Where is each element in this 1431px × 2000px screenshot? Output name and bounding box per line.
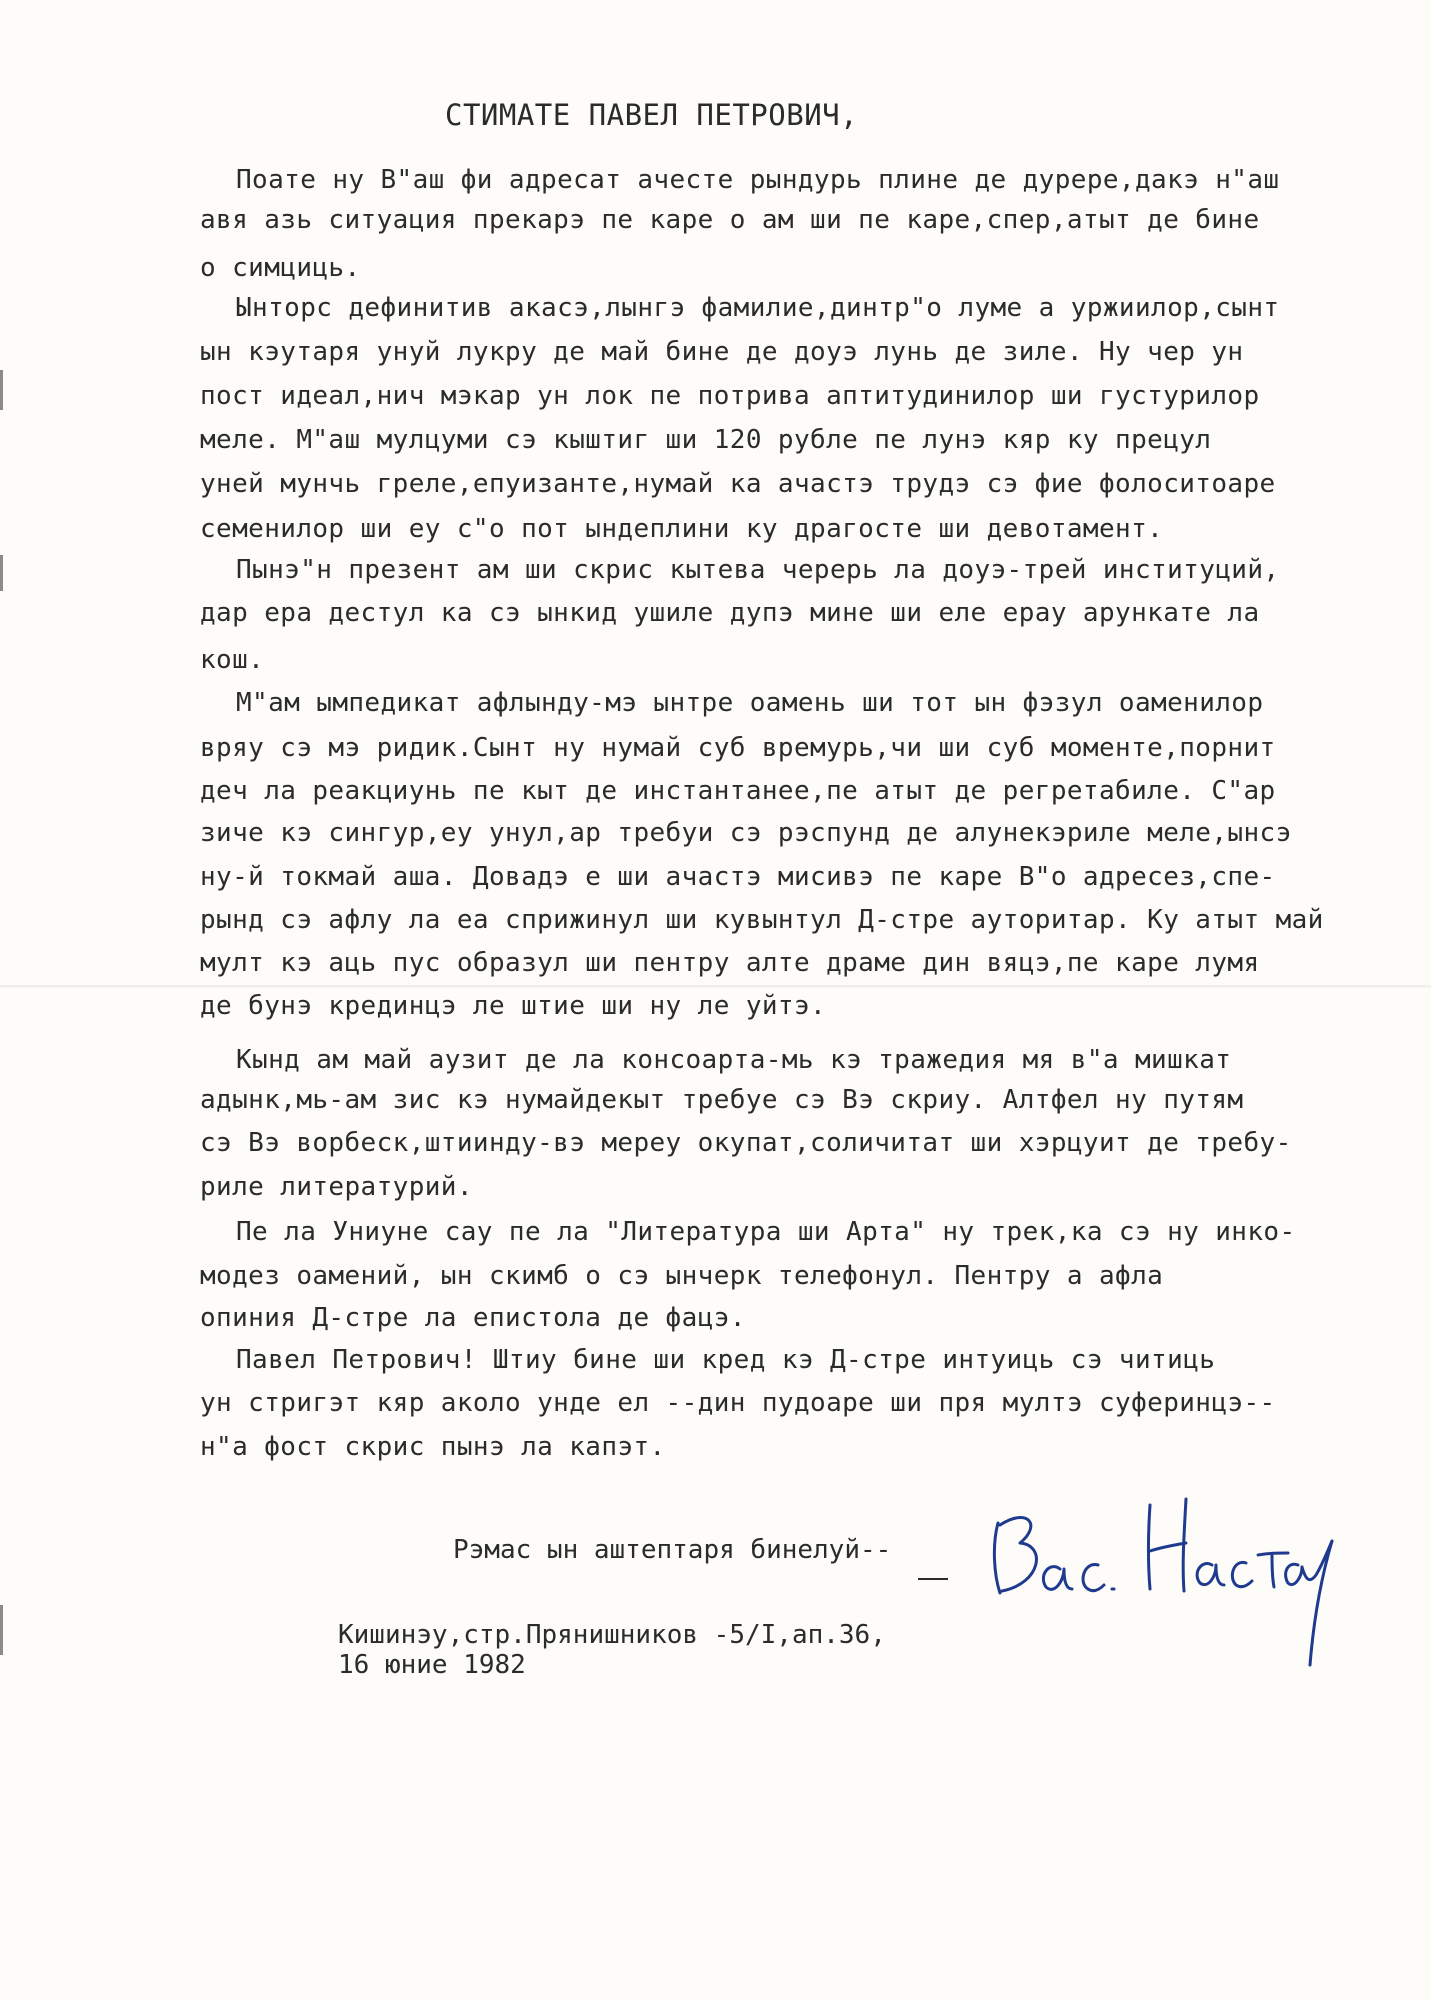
text-line: меле. М"аш мулцуми сэ кыштиг ши 120 рубле пе лунэ кяр ку прецул	[200, 425, 1212, 455]
closing-line: Рэмас ын аштептаря бинелуй--	[453, 1535, 892, 1565]
text-line: дар ера дестул ка сэ ынкид ушиле дупэ мине ши еле ерау арункате ла	[200, 598, 1260, 628]
text-line: адынк,мь-ам зис кэ нумайдекыт требуе сэ Вэ скриу. Алтфел ну путям	[200, 1085, 1244, 1115]
text-line: зиче кэ сингур,еу унул,ар требуи сэ рэспунд де алунекэриле меле,ынсэ	[200, 818, 1292, 848]
text-line: де бунэ крединцэ ле штие ши ну ле уйтэ.	[200, 991, 827, 1021]
text-line: мулт кэ аць пус образул ши пентру алте драме дин вяцэ,пе каре лумя	[200, 948, 1260, 978]
text-line: Павел Петрович! Штиу бине ши кред кэ Д-стре интуиць сэ читиць	[236, 1345, 1216, 1375]
text-line: авя азь ситуация прекарэ пе каре о ам ши пе каре,спер,атыт де бине	[200, 205, 1260, 235]
text-line: ын кэутаря унуй лукру де май бине де доуэ лунь де зиле. Ну чер ун	[200, 337, 1244, 367]
text-line: Ынторс дефинитив акасэ,лынгэ фамилие,динтр"о луме а уржиилор,сынт	[236, 293, 1280, 323]
text-line: Пе ла Униуне сау пе ла "Литература ши Арта" ну трек,ка сэ ну инко-	[236, 1217, 1296, 1247]
text-line: модез оамений, ын скимб о сэ ынчерк телефонул. Пентру а афла	[200, 1261, 1164, 1291]
edge-mark	[0, 1605, 3, 1655]
text-line: Пынэ"н презент ам ши скрис кытева черерь ла доуэ-трей институций,	[236, 555, 1280, 585]
salutation: СТИМАТЕ ПАВЕЛ ПЕТРОВИЧ,	[445, 98, 859, 132]
text-line: рынд сэ афлу ла еа сприжинул ши кувынтул Д-стре ауторитар. Ку атыт май	[200, 905, 1324, 935]
closing-dash	[918, 1578, 948, 1580]
text-line: о симциць.	[200, 253, 361, 283]
text-line: уней мунчь греле,епуизанте,нумай ка ачастэ трудэ сэ фие фолоситоаре	[200, 469, 1276, 499]
sender-address: Кишинэу,стр.Прянишников -5/I,ап.36,	[338, 1620, 886, 1650]
letter-date: 16 юние 1982	[338, 1650, 526, 1680]
handwritten-signature	[980, 1465, 1340, 1670]
text-line: Поате ну В"аш фи адресат ачесте рындурь плине де дурере,дакэ н"аш	[236, 165, 1280, 195]
text-line: Кынд ам май аузит де ла консоарта-мь кэ тражедия мя в"а мишкат	[236, 1045, 1232, 1075]
text-line: ну-й токмай аша. Довадэ е ши ачастэ мисивэ пе каре В"о адресез,спе-	[200, 862, 1276, 892]
text-line: М"ам ымпедикат афлындy-мэ ынтре оамень ши тот ын фэзул оаменилор	[236, 688, 1264, 718]
text-line: деч ла реакциунь пе кыт де инстантанее,пе атыт де регретабиле. С"ар	[200, 776, 1276, 806]
edge-mark	[0, 370, 3, 410]
text-line: семенилор ши еу с"о пот ындеплини ку драгосте ши девотамент.	[200, 514, 1164, 544]
text-line: опиния Д-стре ла епистола де фацэ.	[200, 1303, 746, 1333]
text-line: кош.	[200, 645, 265, 675]
text-line: н"а фост скрис пынэ ла капэт.	[200, 1432, 666, 1462]
edge-mark	[0, 555, 3, 591]
text-line: вряу сэ мэ ридик.Сынт ну нумай суб времурь,чи ши суб моменте,порнит	[200, 733, 1276, 763]
text-line: ун стригэт кяр аколо унде ел --дин пудоаре ши пря мултэ суферинцэ--	[200, 1388, 1276, 1418]
text-line: риле литературий.	[200, 1172, 473, 1202]
page-fold	[0, 985, 1431, 988]
text-line: сэ Вэ ворбеск,штиинду-вэ мереу окупат,соличитат ши хэрцуит де требу-	[200, 1128, 1292, 1158]
text-line: пост идеал,нич мэкар ун лок пе потрива аптитудинилор ши густурилор	[200, 381, 1260, 411]
